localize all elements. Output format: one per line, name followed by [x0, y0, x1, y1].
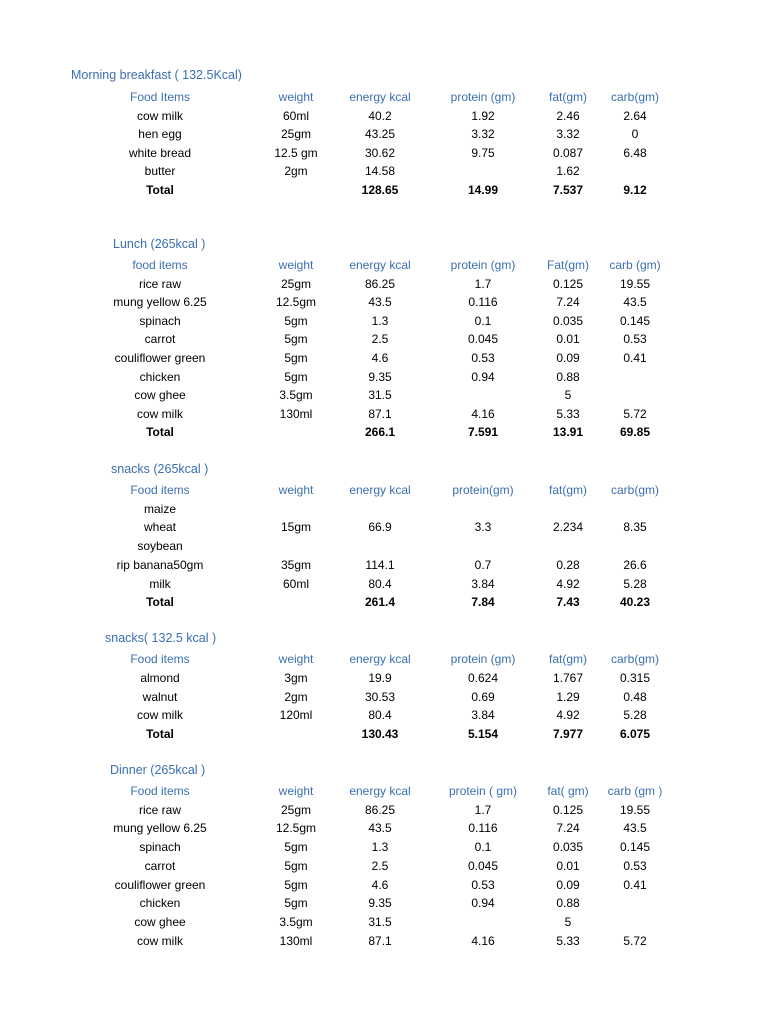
protein-cell: 3.3: [474, 520, 492, 535]
energy-cell: 40.2: [368, 108, 392, 123]
food-item-cell: chicken: [139, 369, 181, 384]
table-row: [0, 405, 768, 423]
table-row: [0, 330, 768, 348]
energy-cell: energy kcal: [349, 483, 411, 497]
protein-cell: protein (gm): [450, 258, 516, 272]
carb-cell: 5.28: [623, 708, 647, 723]
weight-cell: 2gm: [284, 689, 308, 704]
section-title: snacks( 132.5 kcal ): [105, 631, 217, 645]
protein-cell: 0.116: [468, 295, 498, 310]
fat-cell: 1.29: [556, 689, 580, 704]
energy-cell: 266.1: [364, 425, 396, 440]
weight-cell: 25gm: [280, 127, 312, 142]
section-title: Morning breakfast ( 132.5Kcal): [71, 68, 242, 82]
energy-cell: 80.4: [368, 708, 392, 723]
table-header-row: [0, 650, 768, 668]
protein-cell: 9.75: [471, 145, 495, 160]
table-row: [0, 125, 768, 143]
fat-cell: 0.09: [556, 877, 580, 892]
table-row: [0, 500, 768, 518]
fat-cell: fat( gm): [547, 784, 589, 798]
carb-cell: 19.55: [619, 276, 651, 291]
energy-cell: 14.58: [364, 164, 396, 179]
table-row: [0, 107, 768, 125]
protein-cell: 1.7: [474, 276, 492, 291]
carb-cell: 26.6: [623, 557, 647, 572]
energy-cell: 80.4: [368, 576, 392, 591]
fat-cell: 0.01: [556, 858, 580, 873]
weight-cell: weight: [278, 483, 314, 497]
protein-cell: 1.92: [471, 108, 495, 123]
weight-cell: 60ml: [282, 576, 309, 591]
table-header-row: [0, 782, 768, 800]
energy-cell: 9.35: [368, 369, 392, 384]
fat-cell: 0.035: [552, 840, 584, 855]
energy-cell: 43.5: [368, 295, 392, 310]
weight-cell: 5gm: [284, 858, 308, 873]
energy-cell: 9.35: [368, 896, 392, 911]
weight-cell: weight: [278, 90, 314, 104]
carb-cell: 5.72: [623, 933, 647, 948]
energy-cell: energy kcal: [349, 90, 411, 104]
table-row: [0, 293, 768, 311]
carb-cell: carb (gm): [609, 258, 661, 272]
protein-cell: 3.84: [471, 708, 495, 723]
protein-cell: protein ( gm): [448, 784, 518, 798]
carb-cell: 6.075: [619, 727, 651, 742]
table-row: [0, 386, 768, 404]
energy-cell: 86.25: [364, 802, 396, 817]
weight-cell: 5gm: [284, 896, 308, 911]
carb-cell: carb(gm): [610, 652, 659, 666]
weight-cell: weight: [278, 784, 314, 798]
table-row: [0, 144, 768, 162]
food-item-cell: cow ghee: [134, 388, 186, 403]
food-item-cell: spinach: [139, 840, 181, 855]
protein-cell: 3.32: [471, 127, 495, 142]
carb-cell: 0.41: [623, 351, 647, 365]
food-item-cell: butter: [144, 164, 176, 179]
protein-cell: 1.7: [474, 802, 492, 817]
food-item-cell: Food Items: [129, 90, 191, 104]
carb-cell: 6.48: [623, 145, 647, 160]
energy-cell: 43.5: [368, 821, 392, 836]
table-row: [0, 706, 768, 724]
food-item-cell: Food items: [130, 652, 190, 666]
fat-cell: fat(gm): [548, 483, 587, 497]
energy-cell: 1.3: [371, 313, 389, 328]
protein-cell: 0.1: [474, 840, 492, 855]
protein-cell: protein(gm): [452, 483, 514, 497]
weight-cell: 12.5gm: [275, 295, 317, 310]
table-row: [0, 913, 768, 931]
table-row: [0, 368, 768, 386]
food-item-cell: mung yellow 6.25: [113, 295, 207, 310]
food-item-cell: chicken: [139, 896, 181, 911]
food-item-cell: food items: [132, 258, 188, 272]
protein-cell: 0.69: [471, 689, 495, 704]
fat-cell: 7.24: [556, 821, 580, 836]
protein-cell: 4.16: [471, 406, 495, 421]
carb-cell: 0.53: [623, 332, 647, 347]
energy-cell: 2.5: [371, 858, 389, 873]
protein-cell: 0.1: [474, 313, 492, 328]
energy-cell: 1.3: [371, 840, 389, 855]
table-row: [0, 537, 768, 555]
energy-cell: energy kcal: [349, 784, 411, 798]
weight-cell: weight: [278, 652, 314, 666]
table-header-row: [0, 88, 768, 106]
protein-cell: 14.99: [467, 183, 499, 197]
food-item-cell: Total: [146, 183, 174, 197]
weight-cell: 5gm: [284, 840, 308, 855]
protein-cell: 7.591: [467, 425, 499, 440]
energy-cell: energy kcal: [349, 652, 411, 666]
food-item-cell: cow milk: [136, 933, 183, 948]
energy-cell: energy kcal: [349, 258, 411, 272]
weight-cell: 130ml: [279, 933, 313, 948]
table-row: [0, 688, 768, 706]
table-row: [0, 575, 768, 593]
carb-cell: 0: [631, 127, 639, 142]
carb-cell: carb(gm): [610, 90, 659, 104]
table-row: [0, 669, 768, 687]
food-item-cell: soybean: [137, 539, 183, 554]
weight-cell: 25gm: [280, 802, 312, 817]
weight-cell: 3gm: [284, 670, 308, 685]
table-row: [0, 312, 768, 330]
table-row: [0, 838, 768, 856]
table-row: [0, 349, 768, 367]
protein-cell: 0.624: [467, 670, 499, 685]
food-item-cell: Total: [146, 425, 174, 440]
protein-cell: 0.7: [474, 557, 492, 572]
food-item-cell: couliflower green: [114, 877, 206, 892]
food-item-cell: wheat: [143, 520, 177, 535]
food-item-cell: white bread: [128, 145, 192, 160]
fat-cell: 2.234: [552, 520, 584, 535]
food-item-cell: rice raw: [138, 802, 181, 817]
weight-cell: 12.5gm: [275, 821, 317, 836]
protein-cell: protein (gm): [450, 652, 516, 666]
food-item-cell: hen egg: [138, 127, 182, 142]
food-item-cell: spinach: [139, 313, 181, 328]
weight-cell: 120ml: [279, 708, 313, 723]
fat-cell: 7.977: [552, 727, 584, 742]
carb-cell: 43.5: [623, 295, 647, 310]
fat-cell: 5: [564, 914, 572, 929]
energy-cell: 86.25: [364, 276, 396, 291]
fat-cell: 0.125: [552, 276, 584, 291]
food-item-cell: milk: [149, 576, 171, 591]
fat-cell: 0.09: [556, 351, 580, 365]
energy-cell: 43.25: [364, 127, 396, 142]
table-row: [0, 162, 768, 180]
energy-cell: 31.5: [368, 388, 392, 403]
weight-cell: 35gm: [280, 557, 312, 572]
weight-cell: 15gm: [280, 520, 312, 535]
energy-cell: 4.6: [371, 351, 389, 365]
carb-cell: carb (gm ): [607, 784, 663, 798]
protein-cell: protein (gm): [450, 90, 516, 104]
weight-cell: 5gm: [284, 332, 308, 347]
protein-cell: 0.94: [471, 369, 495, 384]
weight-cell: 25gm: [280, 276, 312, 291]
total-row: [0, 423, 768, 441]
food-item-cell: Total: [146, 727, 174, 742]
energy-cell: 2.5: [371, 332, 389, 347]
protein-cell: 5.154: [467, 727, 499, 742]
fat-cell: 5.33: [556, 406, 580, 421]
food-item-cell: walnut: [142, 689, 178, 704]
table-header-row: [0, 256, 768, 274]
fat-cell: 1.62: [556, 164, 580, 179]
carb-cell: 5.72: [623, 406, 647, 421]
fat-cell: 5.33: [556, 933, 580, 948]
weight-cell: 5gm: [284, 877, 308, 892]
energy-cell: 128.65: [361, 183, 399, 197]
table-row: [0, 801, 768, 819]
carb-cell: 8.35: [623, 520, 647, 535]
food-item-cell: rice raw: [138, 276, 181, 291]
weight-cell: 5gm: [284, 351, 308, 365]
table-row: [0, 819, 768, 837]
fat-cell: 7.537: [552, 183, 584, 197]
weight-cell: 60ml: [282, 108, 309, 123]
food-item-cell: cow milk: [136, 108, 183, 123]
protein-cell: 4.16: [471, 933, 495, 948]
section-title: Lunch (265kcal ): [113, 237, 206, 251]
weight-cell: weight: [278, 258, 314, 272]
food-item-cell: maize: [143, 501, 176, 516]
protein-cell: 0.116: [468, 821, 498, 836]
table-row: [0, 275, 768, 293]
protein-cell: 0.045: [467, 858, 499, 873]
fat-cell: 4.92: [556, 576, 580, 591]
food-item-cell: rip banana50gm: [116, 557, 204, 572]
fat-cell: Fat(gm): [547, 258, 589, 272]
fat-cell: 5: [564, 388, 572, 403]
energy-cell: 130.43: [361, 727, 399, 742]
energy-cell: 261.4: [364, 595, 396, 610]
energy-cell: 87.1: [368, 933, 392, 948]
table-row: [0, 932, 768, 950]
protein-cell: 0.53: [471, 877, 495, 892]
food-item-cell: cow milk: [136, 708, 183, 723]
carb-cell: 9.12: [623, 183, 647, 197]
energy-cell: 66.9: [368, 520, 392, 535]
food-item-cell: couliflower green: [114, 351, 206, 365]
food-item-cell: carrot: [144, 858, 176, 873]
fat-cell: 2.46: [556, 108, 580, 123]
table-row: [0, 894, 768, 912]
carb-cell: 0.315: [619, 670, 651, 685]
table-row: [0, 857, 768, 875]
fat-cell: 0.88: [556, 369, 580, 384]
food-item-cell: Food items: [130, 483, 190, 497]
table-row: [0, 876, 768, 894]
carb-cell: 19.55: [619, 802, 651, 817]
food-item-cell: carrot: [144, 332, 176, 347]
section-title: snacks (265kcal ): [111, 462, 209, 476]
total-row: [0, 181, 768, 199]
total-row: [0, 725, 768, 743]
energy-cell: 87.1: [368, 406, 392, 421]
fat-cell: 0.087: [552, 145, 584, 160]
table-row: [0, 518, 768, 536]
carb-cell: 69.85: [619, 425, 651, 440]
carb-cell: 2.64: [623, 108, 647, 123]
table-header-row: [0, 481, 768, 499]
food-item-cell: cow milk: [136, 406, 183, 421]
weight-cell: 130ml: [279, 406, 313, 421]
energy-cell: 114.1: [365, 557, 395, 572]
energy-cell: 30.62: [364, 145, 396, 160]
fat-cell: 1.767: [552, 670, 584, 685]
fat-cell: 0.28: [556, 557, 580, 572]
protein-cell: 0.53: [471, 351, 495, 365]
carb-cell: 0.145: [619, 313, 651, 328]
carb-cell: 43.5: [623, 821, 647, 836]
carb-cell: carb(gm): [610, 483, 659, 497]
total-row: [0, 593, 768, 611]
food-item-cell: mung yellow 6.25: [113, 821, 207, 836]
weight-cell: 2gm: [284, 164, 308, 179]
food-item-cell: cow ghee: [134, 914, 186, 929]
fat-cell: fat(gm): [548, 90, 587, 104]
food-item-cell: Food items: [130, 784, 190, 798]
weight-cell: 3.5gm: [279, 914, 313, 929]
fat-cell: 3.32: [556, 127, 580, 142]
fat-cell: 0.88: [556, 896, 580, 911]
carb-cell: 0.145: [619, 840, 651, 855]
energy-cell: 4.6: [371, 877, 389, 892]
carb-cell: 40.23: [619, 595, 651, 610]
carb-cell: 0.41: [623, 877, 647, 892]
carb-cell: 0.48: [623, 689, 647, 704]
fat-cell: 4.92: [556, 708, 580, 723]
food-item-cell: Total: [146, 595, 174, 610]
fat-cell: 7.24: [556, 295, 580, 310]
carb-cell: 5.28: [623, 576, 647, 591]
fat-cell: 7.43: [556, 595, 580, 610]
food-item-cell: almond: [140, 670, 180, 685]
protein-cell: 0.045: [467, 332, 499, 347]
section-title: Dinner (265kcal ): [110, 763, 206, 777]
weight-cell: 5gm: [284, 313, 308, 328]
energy-cell: 30.53: [364, 689, 396, 704]
protein-cell: 3.84: [471, 576, 495, 591]
fat-cell: fat(gm): [548, 652, 587, 666]
energy-cell: 19.9: [368, 670, 392, 685]
table-row: [0, 556, 768, 574]
fat-cell: 0.035: [552, 313, 584, 328]
fat-cell: 0.01: [556, 332, 580, 347]
carb-cell: 0.53: [623, 858, 647, 873]
protein-cell: 7.84: [471, 595, 495, 610]
weight-cell: 12.5 gm: [274, 145, 318, 160]
fat-cell: 13.91: [552, 425, 584, 440]
energy-cell: 31.5: [368, 914, 392, 929]
weight-cell: 5gm: [284, 369, 308, 384]
protein-cell: 0.94: [471, 896, 495, 911]
weight-cell: 3.5gm: [279, 388, 313, 403]
fat-cell: 0.125: [552, 802, 584, 817]
